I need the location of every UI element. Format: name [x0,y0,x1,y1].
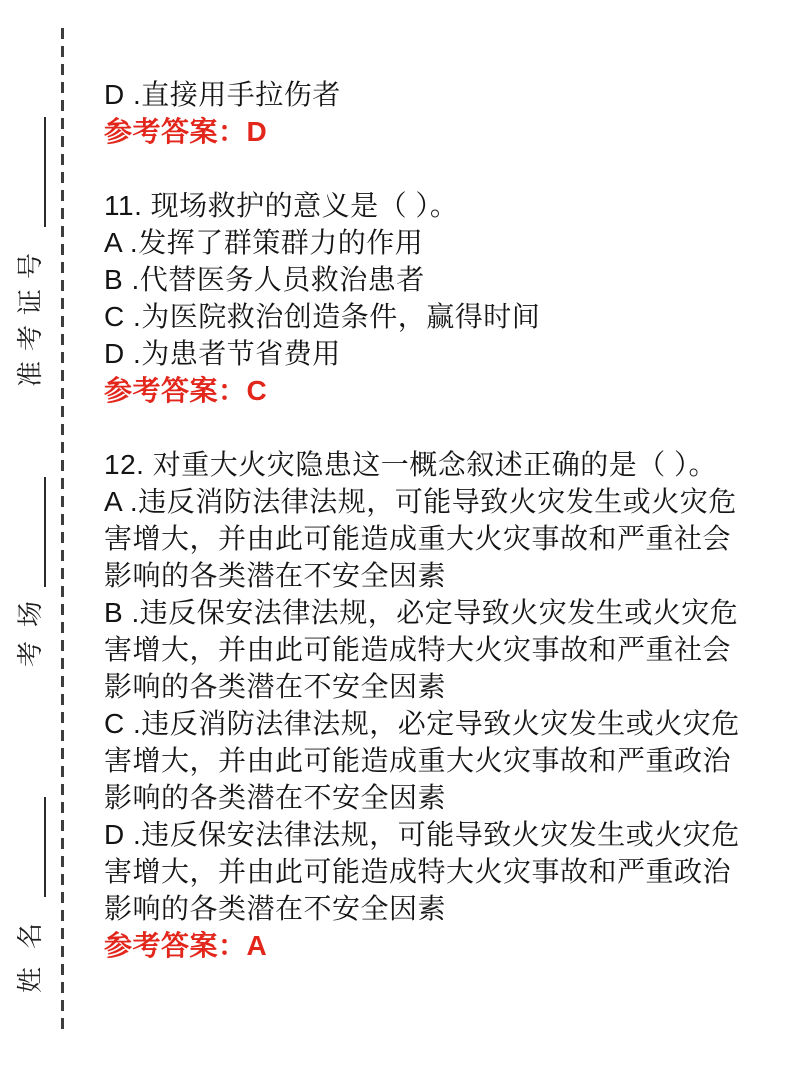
seal-room-blank-line [43,477,46,587]
option-line: A .违反消防法律法规，可能导致火灾发生或火灾危害增大，并由此可能造成重大火灾事故和严重社会影响的各类潜在不安全因素 [104,486,737,591]
answer-value: C [246,375,268,406]
reference-answer-line [104,927,749,964]
question-stem: 12. 对重大火灾隐患这一概念叙述正确的是（ ）。 [104,449,717,480]
option-line: A .发挥了群策群力的作用 [104,227,424,258]
seal-ticket-blank-line [43,117,46,227]
option-line: B .代替医务人员救治患者 [104,264,425,295]
carryover-question-tail [104,76,749,150]
reference-answer-line [104,113,749,150]
answer-prefix: 参考答案： [104,930,247,961]
seal-name-label: 姓名 [16,904,45,993]
option-line: C .为医院救治创造条件，赢得时间 [104,301,541,332]
seal-name-blank-line [43,797,46,897]
seal-room-label: 考场 [16,586,45,667]
question-block-12 [104,446,749,964]
question-block-11 [104,187,749,409]
option-line: D .违反保安法律法规，可能导致火灾发生或火灾危害增大，并由此可能造成特大火灾事故和严重政治影响的各类潜在不安全因素 [104,819,740,924]
exam-content [104,76,749,964]
answer-value: A [246,930,268,961]
option-line: D .直接用手拉伤者 [104,79,341,110]
question-stem: 11. 现场救护的意义是（ ）。 [104,190,459,221]
option-line: B .违反保安法律法规，必定导致火灾发生或火灾危害增大，并由此可能造成特大火灾事故和严重社会影响的各类潜在不安全因素 [104,597,739,702]
seal-margin [13,113,47,993]
reference-answer-line [104,372,749,409]
answer-prefix: 参考答案： [104,375,247,406]
answer-prefix: 参考答案： [104,116,247,147]
seal-ticket-label: 准考证号 [16,242,45,387]
seal-dashed-line [61,28,64,1035]
option-line: C .违反消防法律法规，必定导致火灾发生或火灾危害增大，并由此可能造成重大火灾事故和严重政治影响的各类潜在不安全因素 [104,708,740,813]
option-line: D .为患者节省费用 [104,338,341,369]
answer-value: D [246,116,268,147]
